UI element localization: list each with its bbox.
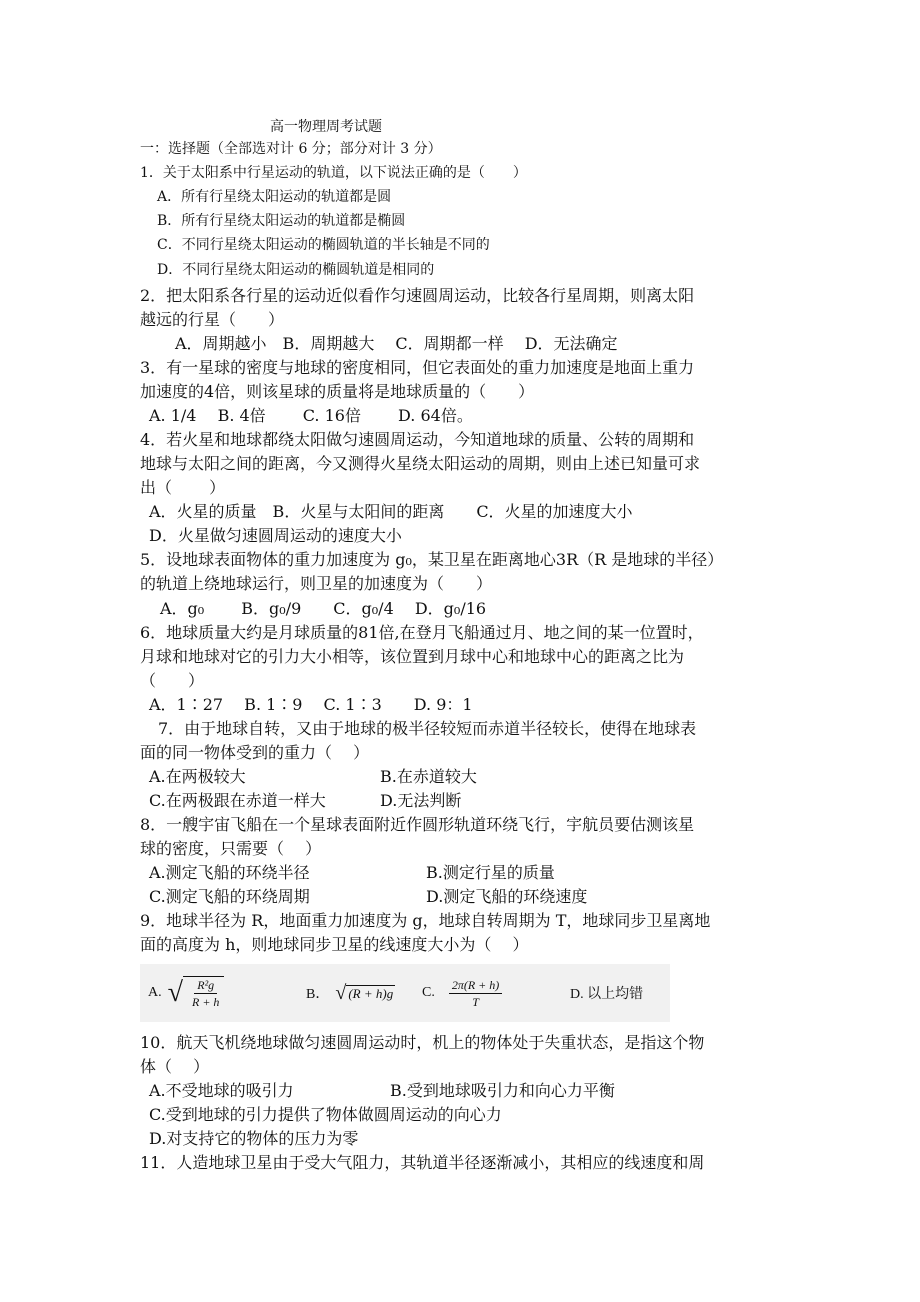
q3-options: A. 1/4 B. 4倍 C. 16倍 D. 64倍。 xyxy=(149,406,473,425)
q9-stem-line2: 面的高度为 h，则地球同步卫星的线速度大小为（ ） xyxy=(140,935,529,954)
q1-stem: 1．关于太阳系中行星运动的轨道，以下说法正确的是（ ） xyxy=(140,165,527,181)
q8-option-c: C.测定飞船的环绕周期 xyxy=(149,887,310,906)
q9-option-d: D. 以上均错 xyxy=(570,987,644,1002)
q9-option-a-fraction xyxy=(189,977,222,1010)
q2-stem-line2: 越远的行星（ ） xyxy=(140,310,285,329)
q7-option-b: B.在赤道较大 xyxy=(380,767,477,786)
q7-option-d: D.无法判断 xyxy=(380,791,462,810)
q10-option-d: D.对支持它的物体的压力为零 xyxy=(149,1129,359,1148)
q1-option-a: A．所有行星绕太阳运动的轨道都是圆 xyxy=(157,189,392,205)
q6-stem-line3: （ ） xyxy=(140,671,205,690)
q5-options: A．g₀ B．g₀/9 C．g₀/4 D．g₀/16 xyxy=(160,599,487,618)
q9-option-b xyxy=(306,964,395,1022)
q8-stem-line2: 球的密度，只需要（ ） xyxy=(140,839,322,858)
q1-option-c: C．不同行星绕太阳运动的椭圆轨道的半长轴是不同的 xyxy=(157,237,490,253)
q10-option-c: C.受到地球的引力提供了物体做圆周运动的向心力 xyxy=(149,1105,502,1124)
q4-stem-line3: 出（ ） xyxy=(140,478,226,497)
q11-stem-line1: 11．人造地球卫星由于受大气阻力，其轨道半径逐渐减小，其相应的线速度和周 xyxy=(140,1153,705,1172)
q9-option-c-numerator: 2π(R + h) xyxy=(449,977,502,994)
q1-option-b: B．所有行星绕太阳运动的轨道都是椭圆 xyxy=(157,213,406,229)
q2-stem-line1: 2．把太阳系各行星的运动近似看作匀速圆周运动，比较各行星周期，则离太阳 xyxy=(140,286,695,305)
q5-stem-line1: 5．设地球表面物体的重力加速度为 g₀，某卫星在距离地心3R（R 是地球的半径） xyxy=(140,550,724,569)
sqrt-icon: √ xyxy=(335,981,347,1004)
q9-option-a xyxy=(148,964,224,1022)
q5-stem-line2: 的轨道上绕地球运行，则卫星的加速度为（ ） xyxy=(140,574,493,593)
q9-option-a-radicand xyxy=(183,976,224,1010)
q9-option-b-expression: (R + h)g xyxy=(348,985,394,1001)
q9-option-a-label: A. xyxy=(148,985,162,1000)
q8-option-a: A.测定飞船的环绕半径 xyxy=(149,863,310,882)
q4-options-line1: A．火星的质量 B．火星与太阳间的距离 C．火星的加速度大小 xyxy=(149,502,633,521)
q6-options: A．1∶27 B. 1∶9 C. 1∶3 D. 9：1 xyxy=(149,695,473,714)
sqrt-icon: √ xyxy=(167,977,183,1008)
q8-option-d: D.测定飞船的环绕速度 xyxy=(426,887,588,906)
q10-stem-line2: 体（ ） xyxy=(140,1057,210,1076)
q10-option-a: A.不受地球的吸引力 xyxy=(149,1081,294,1100)
q9-option-a-denominator: R + h xyxy=(192,995,220,1009)
q3-stem-line2: 加速度的4倍，则该星球的质量将是地球质量的（ ） xyxy=(140,382,535,401)
q7-stem-line1: 7．由于地球自转，又由于地球的极半径较短而赤道半径较长，使得在地球表 xyxy=(158,719,697,738)
q1-option-d: D．不同行星绕太阳运动的椭圆轨道是相同的 xyxy=(157,262,435,278)
q2-options: A．周期越小 B．周期越大 C．周期都一样 D．无法确定 xyxy=(175,334,618,353)
q9-option-c-denominator: T xyxy=(472,994,479,1009)
q9-option-a-numerator: R²g xyxy=(194,977,217,994)
q8-stem-line1: 8．一艘宇宙飞船在一个星球表面附近作圆形轨道环绕飞行，宇航员要估测该星 xyxy=(140,815,695,834)
q9-option-c-label: C. xyxy=(422,985,435,1000)
q9-option-b-label: B． xyxy=(306,987,330,1002)
q6-stem-line2: 月球和地球对它的引力大小相等，该位置到月球中心和地球中心的距离之比为 xyxy=(140,647,685,666)
q9-stem-line1: 9．地球半径为 R，地面重力加速度为 g，地球自转周期为 T，地球同步卫星离地 xyxy=(140,911,711,930)
section-heading: 一：选择题（全部选对计 6 分；部分对计 3 分） xyxy=(140,141,442,157)
q4-stem-line1: 4．若火星和地球都绕太阳做匀速圆周运动，今知道地球的质量、公转的周期和 xyxy=(140,430,695,449)
q7-option-c: C.在两极跟在赤道一样大 xyxy=(149,791,326,810)
q9-option-c-fraction xyxy=(449,977,502,1010)
q3-stem-line1: 3．有一星球的密度与地球的密度相同，但它表面处的重力加速度是地面上重力 xyxy=(140,358,695,377)
q10-option-b: B.受到地球吸引力和向心力平衡 xyxy=(390,1081,615,1100)
q7-stem-line2: 面的同一物体受到的重力（ ） xyxy=(140,743,370,762)
q7-option-a: A.在两极较大 xyxy=(149,767,246,786)
q9-formula-options xyxy=(140,964,670,1022)
q10-stem-line1: 10．航天飞机绕地球做匀速圆周运动时，机上的物体处于失重状态，是指这个物 xyxy=(140,1033,705,1052)
q9-option-c xyxy=(422,964,502,1022)
q8-option-b: B.测定行星的质量 xyxy=(426,863,555,882)
q6-stem-line1: 6．地球质量大约是月球质量的81倍,在登月飞船通过月、地之间的某一位置时， xyxy=(140,623,704,642)
q4-stem-line2: 地球与太阳之间的距离，今又测得火星绕太阳运动的周期，则由上述已知量可求 xyxy=(140,454,701,473)
exam-title: 高一物理周考试题 xyxy=(270,119,382,135)
q4-options-line2: D．火星做匀速圆周运动的速度大小 xyxy=(149,526,402,545)
